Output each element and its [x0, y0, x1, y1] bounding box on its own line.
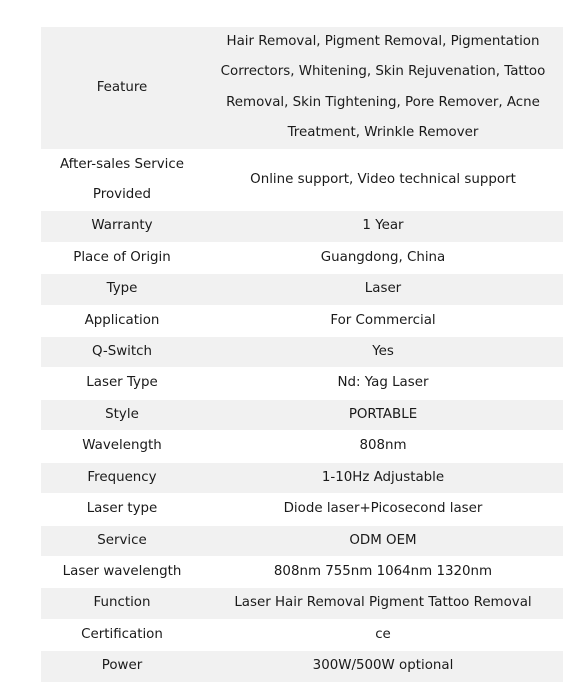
spec-row-q-switch — [41, 337, 563, 368]
spec-row-type — [41, 274, 563, 305]
spec-row-function — [41, 588, 563, 619]
spec-label: Type — [41, 274, 203, 305]
spec-value: Diode laser+Picosecond laser — [203, 494, 563, 525]
spec-label: Laser wavelength — [41, 556, 203, 587]
spec-value: PORTABLE — [203, 399, 563, 430]
spec-row-certification — [41, 619, 563, 650]
spec-value: For Commercial — [203, 305, 563, 336]
spec-table — [41, 27, 563, 683]
spec-label: Function — [41, 588, 203, 619]
spec-row-laser-type-2 — [41, 494, 563, 525]
spec-value: ODM OEM — [203, 525, 563, 556]
spec-row-style — [41, 399, 563, 430]
spec-label: Service — [41, 525, 203, 556]
spec-value: Nd: Yag Laser — [203, 368, 563, 399]
spec-value: Yes — [203, 337, 563, 368]
spec-row-feature — [41, 27, 563, 149]
spec-value: 1-10Hz Adjustable — [203, 462, 563, 493]
spec-value: Hair Removal, Pigment Removal, Pigmentation Correctors, Whitening, Skin Rejuvenation, Tattoo Removal, Skin Tightening, Pore Remover, Acne Treatment, Wrinkle Remover — [203, 27, 563, 149]
spec-row-application — [41, 305, 563, 336]
spec-label: Application — [41, 305, 203, 336]
spec-label: Wavelength — [41, 431, 203, 462]
spec-value: ce — [203, 619, 563, 650]
spec-value: 300W/500W optional — [203, 651, 563, 682]
spec-row-place-of-origin — [41, 242, 563, 273]
spec-row-warranty — [41, 211, 563, 242]
spec-row-wavelength — [41, 431, 563, 462]
spec-row-power — [41, 651, 563, 682]
spec-label: Frequency — [41, 462, 203, 493]
spec-row-laser-type — [41, 368, 563, 399]
spec-label: Q-Switch — [41, 337, 203, 368]
spec-label: Place of Origin — [41, 242, 203, 273]
spec-label: Laser type — [41, 494, 203, 525]
spec-label: Power — [41, 651, 203, 682]
spec-label: Laser Type — [41, 368, 203, 399]
spec-row-after-sales-service — [41, 149, 563, 211]
spec-label: Certification — [41, 619, 203, 650]
spec-label: Style — [41, 399, 203, 430]
spec-row-frequency — [41, 462, 563, 493]
spec-value: 1 Year — [203, 211, 563, 242]
spec-value: Guangdong, China — [203, 242, 563, 273]
spec-value: Online support, Video technical support — [203, 149, 563, 211]
spec-value: Laser — [203, 274, 563, 305]
spec-value: 808nm 755nm 1064nm 1320nm — [203, 556, 563, 587]
spec-label: Warranty — [41, 211, 203, 242]
spec-label: Feature — [41, 27, 203, 149]
spec-row-service — [41, 525, 563, 556]
spec-row-laser-wavelength — [41, 556, 563, 587]
spec-value: 808nm — [203, 431, 563, 462]
spec-label: After-sales Service Provided — [41, 149, 203, 211]
spec-value: Laser Hair Removal Pigment Tattoo Removal — [203, 588, 563, 619]
